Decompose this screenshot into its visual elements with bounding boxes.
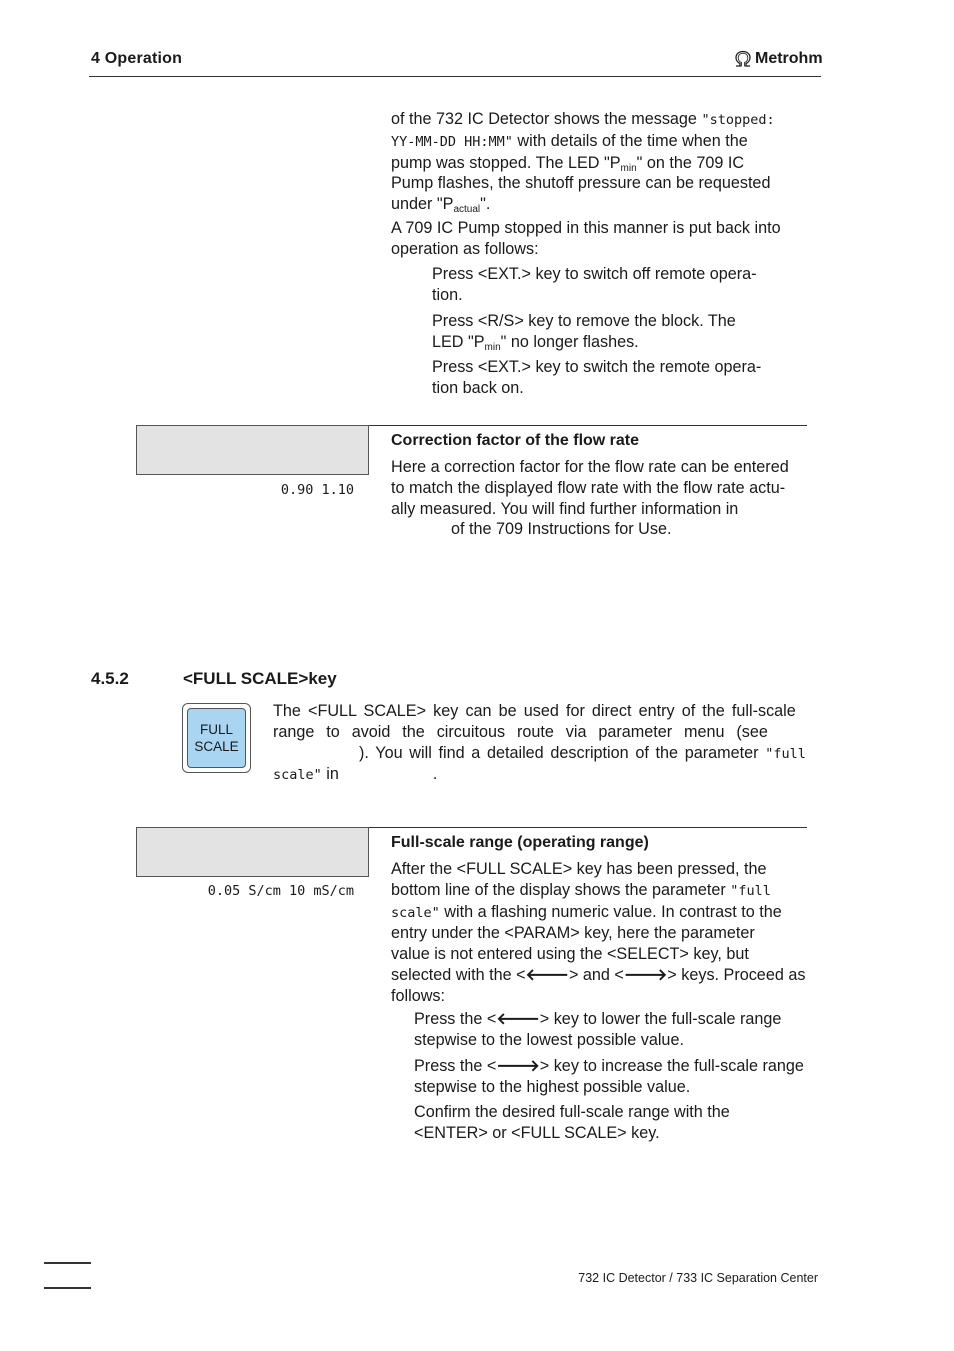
footer-product-name: 732 IC Detector / 733 IC Separation Center [578,1271,818,1285]
fullscale-section-rule [368,827,807,828]
correction-section-rule [368,425,807,426]
full-scale-key-icon [182,703,251,773]
arrow-right-icon: 🡒 [496,1057,540,1075]
section-number: 4.5.2 [91,669,129,688]
full-scale-key-face: FULL SCALE [187,708,246,768]
fullscale-step-2: Press the <🡒> key to increase the full-scale range stepwise to the highest possible value. [414,1057,804,1096]
code-datetime: YY-MM-DD HH:MM" [391,133,513,150]
arrow-left-icon: 🡐 [496,1010,540,1028]
arrow-right-icon: 🡒 [623,965,668,984]
fullscale-param-box [136,827,369,877]
section-title: <FULL SCALE>key [183,669,337,688]
restart-step-3: Press <EXT.> key to switch the remote opera- tion back on. [432,358,762,397]
arrow-left-icon: 🡐 [525,965,569,984]
correction-heading: Correction factor of the flow rate [391,432,640,449]
correction-range: 0.90 1.10 [280,482,354,498]
fullscale-step-3: Confirm the desired full-scale range with the <ENTER> or <FULL SCALE> key. [414,1103,730,1142]
brand-logo [733,50,823,68]
correction-param-box [136,425,369,475]
fullscale-step-1: Press the <🡐> key to lower the full-scale range stepwise to the lowest possible value. [414,1010,782,1049]
header-rule [89,76,821,77]
fullscale-heading: Full-scale range (operating range) [391,834,649,851]
correction-description: Here a correction factor for the flow rate can be entered to match the displayed flow rate with the flow rate actu- ally measured. You will find further information in of the 709 Instructions for Use. [391,458,789,539]
omega-logo-icon [733,50,753,68]
restart-step-2: Press <R/S> key to remove the block. The LED "$P_{min}$" no longer flashes. [432,312,736,353]
code-stopped: "stopped: [701,112,775,128]
brand-name: Metrohm [755,50,823,67]
stop-message-paragraph: of the 732 IC Detector shows the message "stopped: YY-MM-DD HH:MM" with details of the time when the pump was stopped. The LED "$P_{min}$" on the 709 IC Pump flashes, the shutoff pressure can be requested under "$P_{actual}$". [391,110,775,216]
footer-rule-bottom [44,1287,91,1289]
running-header-title: 4 Operation [91,50,183,67]
full-scale-intro: The <FULL SCALE> key can be used for direct entry of the full-scale range to avoid the circuitous route via parameter menu (see ). You will find a detailed description of the parameter "full scale" in . [273,702,806,784]
fullscale-range: 0.05 S/cm 10 mS/cm [207,883,354,899]
footer-rule-top [44,1262,91,1264]
restart-paragraph: A 709 IC Pump stopped in this manner is put back into operation as follows: [391,219,781,258]
restart-step-1: Press <EXT.> key to switch off remote opera- tion. [432,265,757,304]
fullscale-description: After the <FULL SCALE> key has been pressed, the bottom line of the display shows the parameter "full scale" with a flashing numeric value. In contrast to the entry under the <PARAM> key, here the parameter value is not entered using the <SELECT> key, but selected with the <🡐> and <🡒> keys. Proceed as follows: [391,860,806,1005]
